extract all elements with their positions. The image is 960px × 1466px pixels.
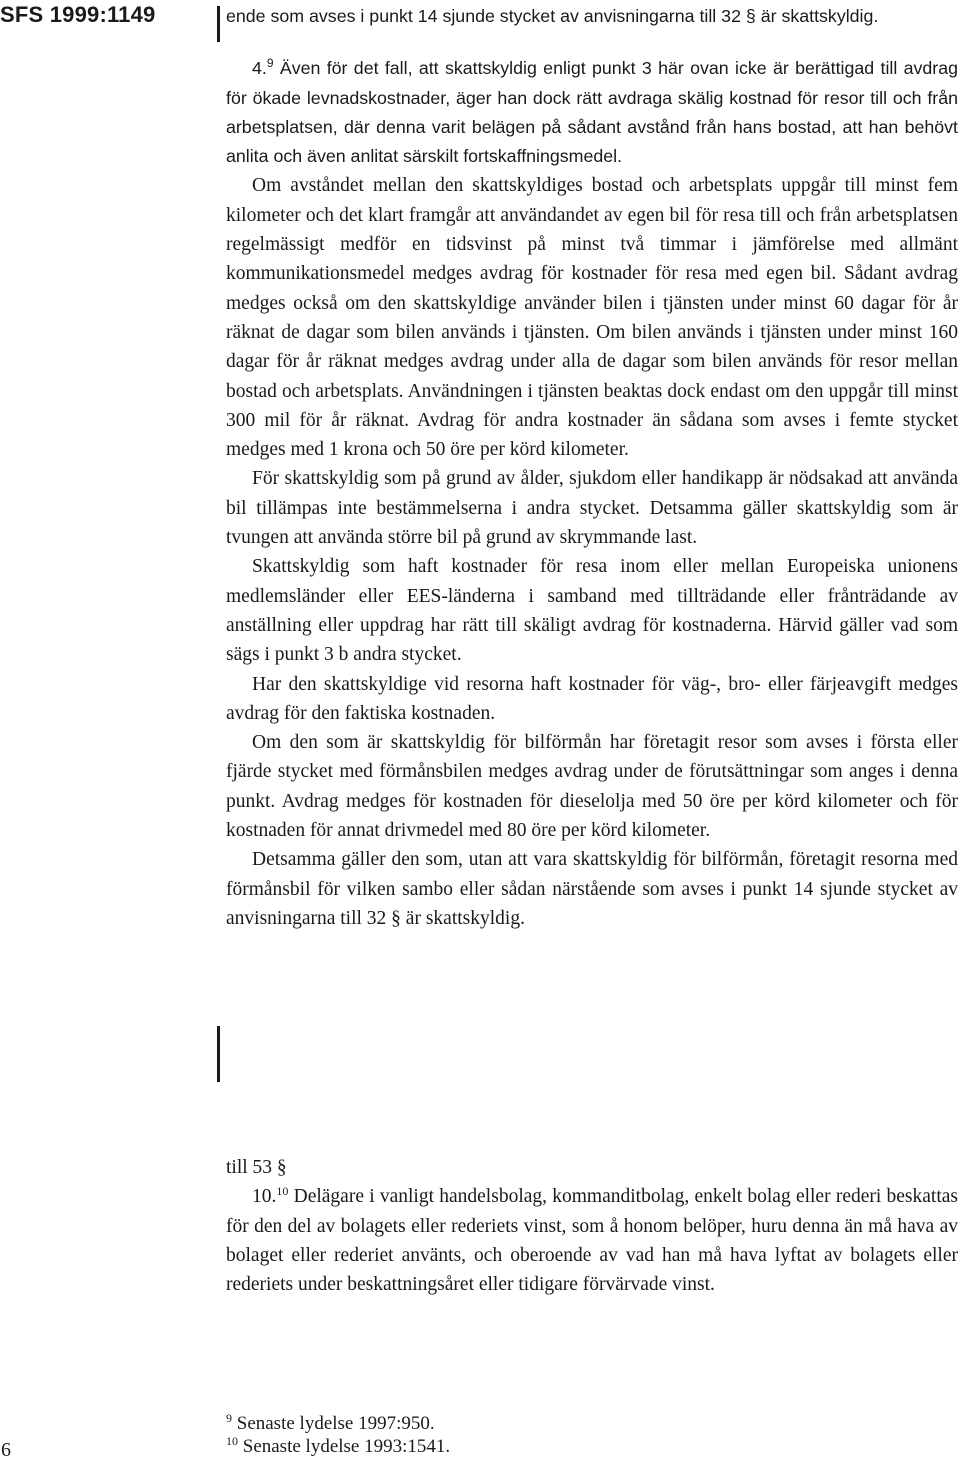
- footnote-text: Senaste lydelse 1993:1541.: [242, 1436, 451, 1457]
- footnotes: [226, 1412, 450, 1458]
- body-paragraph: Om den som är skattskyldig för bilförmån har företagit resor som avses i första eller fjärde stycket med förmånsbilen medges avdrag under de förutsättningar som anges i denna punkt. Avdrag medges för kostnaden för dieselolja med 50 öre per körd kilometer och för kostnaden för annat drivmedel med 80 öre per körd kilometer.: [226, 732, 958, 842]
- body-paragraph: Har den skattskyldige vid resorna haft kostnader för väg-, bro- eller färjeavgift medges avdrag för den faktiska kostnaden.: [226, 673, 958, 724]
- footnote-number: 10: [226, 1434, 238, 1448]
- body-paragraph: Detsamma gäller den som, utan att vara skattskyldig för bilförmån, företagit resorna med förmånsbil för vilken sambo eller sådan närstående som avses i punkt 14 sjunde stycket av anvisningarna till 32 § är skattskyldig.: [226, 849, 958, 929]
- footnote: [226, 1412, 450, 1435]
- footnote-number: 9: [226, 1411, 232, 1425]
- footnote: [226, 1435, 450, 1458]
- body-paragraph: Skattskyldig som haft kostnader för resa inom eller mellan Europeiska unionens medlemsländer eller EES-länderna i samband med tillträdande eller frånträdande av anställning eller uppdrag har rätt till skäligt avdrag för kostnaderna. Härvid gäller vad som sägs i punkt 3 b andra stycket.: [226, 556, 958, 666]
- paragraph-10-text: Delägare i vanligt handelsbolag, kommanditbolag, enkelt bolag eller rederi beskattas för den del av bolagets eller rederiets vinst, som å honom belöper, huru denna än må hava av bolaget eller rederiet använts, och oberoende av vad han må hava lyftat av bolagets eller rederiets under beskattningsåret eller tidigare förvärvade vinst.: [226, 1186, 958, 1296]
- section-53: [226, 1153, 958, 1299]
- sfs-number: SFS 1999:1149: [0, 2, 156, 27]
- paragraph-10: [226, 1182, 958, 1299]
- footnote-ref-9: 9: [266, 56, 274, 71]
- footnote-text: Senaste lydelse 1997:950.: [236, 1413, 435, 1434]
- paragraph-number: 10.: [252, 1186, 277, 1208]
- change-bar-top: [217, 6, 220, 42]
- continuation-text: ende som avses i punkt 14 sjunde stycket av anvisningarna till 32 § är skattskyldig.: [226, 6, 879, 26]
- paragraph-number: 4.: [252, 58, 267, 79]
- change-bar-bottom: [217, 1026, 220, 1082]
- body-paragraph: Om avståndet mellan den skattskyldiges bostad och arbetsplats uppgår till minst fem kilometer och det klart framgår att användandet av egen bil för resa till och från arbetsplatsen regelmässigt medför en tidsvinst på minst två timmar i jämförelse med allmänt kommunikationsmedel medges avdrag för kostnader för resa med egen bil. Sådant avdrag medges också om den skattskyldige använder bilen i tjänsten under minst 60 dagar för år räknat de dagar som bilen används i tjänsten. Om bilen används i tjänsten under minst 160 dagar för år räknat medges avdrag under alla de dagar som bilen används för resor mellan bostad och arbetsplats. Användningen i tjänsten beaktas dock endast om den uppgår till minst 300 mil för år räknat. Avdrag för andra kostnader än sådana som avses i femte stycket medges med 1 krona och 50 öre per körd kilometer.: [226, 175, 958, 461]
- paragraph-4: [226, 54, 958, 171]
- paragraph-4-text: Även för det fall, att skattskyldig enligt punkt 3 här ovan icke är berättigad till avdrag för ökade levnadskostnader, äger han dock rätt avdraga skälig kostnad för resor till och från arbetsplatsen, där denna varit belägen på sådant avstånd från hans bostad, att han behövt anlita och även anlitat särskilt fortskaffningsmedel.: [226, 58, 958, 167]
- section-heading: till 53 §: [226, 1157, 287, 1178]
- page-number: 6: [1, 1439, 11, 1461]
- body-paragraph: För skattskyldig som på grund av ålder, sjukdom eller handikapp är nödsakad att använda bil tillämpas inte bestämmelserna i andra stycket. Detsamma gäller skattskyldig som är tvungen att använda större bil på grund av skrymmande last.: [226, 468, 958, 549]
- footnote-ref-10: 10: [276, 1184, 289, 1199]
- document-column: [226, 2, 958, 933]
